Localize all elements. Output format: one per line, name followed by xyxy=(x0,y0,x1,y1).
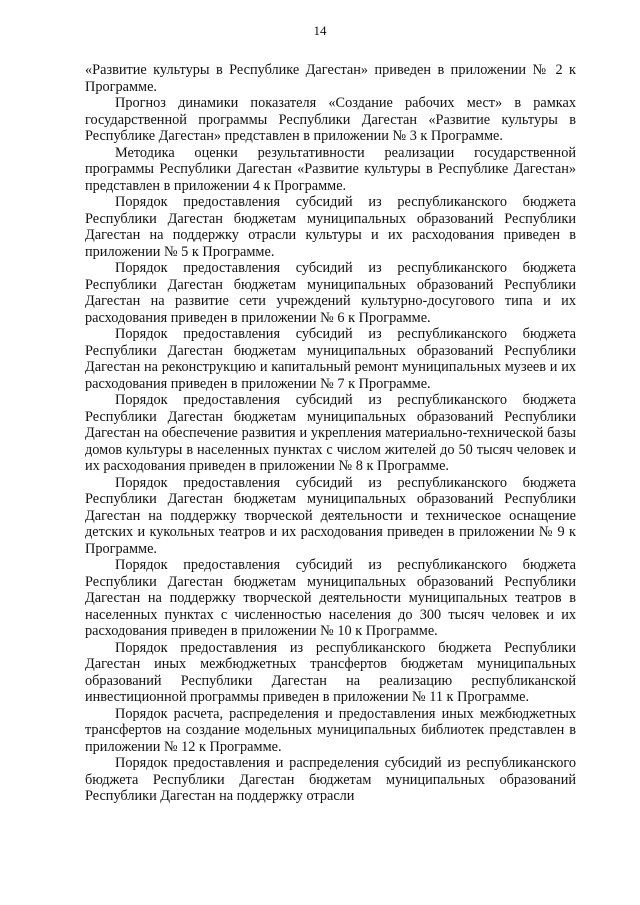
paragraph-subsidy-municipal-theatres: Порядок предоставления субсидий из республиканского бюджета Республики Дагестан бюджетам муниципальных образований Республики Дагестан на поддержку творческой деятельности муниципальных театров в населенных пунктах с численностью населения до 300 тысяч человек и их расходования приведен в приложении № 10 к Программе. xyxy=(85,557,576,639)
paragraph-subsidy-culture-support: Порядок предоставления субсидий из республиканского бюджета Республики Дагестан бюджетам муниципальных образований Республики Дагестан на поддержку отрасли культуры и их расходования приведен в приложении № 5 к Программе. xyxy=(85,194,576,260)
paragraph-evaluation-methodology: Методика оценки результативности реализации государственной программы Республики Дагестан «Развитие культуры в Республике Дагестан» представлен в приложении 4 к Программе. xyxy=(85,144,576,194)
document-body xyxy=(85,62,576,805)
paragraph-subsidy-leisure-network: Порядок предоставления субсидий из республиканского бюджета Республики Дагестан бюджетам муниципальных образований Республики Дагестан на развитие сети учреждений культурно-досугового типа и их расходования приведен в приложении № 6 к Программе. xyxy=(85,260,576,326)
paragraph-job-creation-forecast: Прогноз динамики показателя «Создание рабочих мест» в рамках государственной программы Республики Дагестан «Развитие культуры в Республике Дагестан» представлен в приложении № 3 к Программе. xyxy=(85,95,576,144)
page-number: 14 xyxy=(313,23,327,38)
paragraph-model-libraries-transfers: Порядок расчета, распределения и предоставления иных межбюджетных трансфертов на создание модельных муниципальных библиотек представлен в приложении № 12 к Программе. xyxy=(85,705,576,755)
paragraph-subsidy-culture-houses: Порядок предоставления субсидий из республиканского бюджета Республики Дагестан бюджетам муниципальных образований Республики Дагестан на обеспечение развития и укрепления материально-технической базы домов культуры в населенных пунктах с числом жителей до 50 тысяч человек и их расходования приведен в приложении № 8 к Программе. xyxy=(85,392,576,474)
paragraph-subsidy-children-theatres: Порядок предоставления субсидий из республиканского бюджета Республики Дагестан бюджетам муниципальных образований Республики Дагестан на поддержку творческой деятельности и техническое оснащение детских и кукольных театров и их расходования приведен в приложении № 9 к Программе. xyxy=(85,474,576,557)
paragraph-subsidy-distribution: Порядок предоставления и распределения субсидий из республиканского бюджета Республики Дагестан бюджетам муниципальных образований Республики Дагестан на поддержку отрасли xyxy=(85,755,576,804)
paragraph-subsidy-museum-repair: Порядок предоставления субсидий из республиканского бюджета Республики Дагестан бюджетам муниципальных образований Республики Дагестан на реконструкцию и капитальный ремонт муниципальных музеев и их расходования приведен в приложении № 7 к Программе. xyxy=(85,326,576,392)
paragraph-continuation: «Развитие культуры в Республике Дагестан» приведен в приложении № 2 к Программе. xyxy=(85,62,576,95)
paragraph-investment-program-transfers: Порядок предоставления из республиканского бюджета Республики Дагестан иных межбюджетных трансфертов бюджетам муниципальных образований Республики Дагестан на реализацию республиканской инвестиционной программы приведен в приложении № 11 к Программе. xyxy=(85,639,576,705)
